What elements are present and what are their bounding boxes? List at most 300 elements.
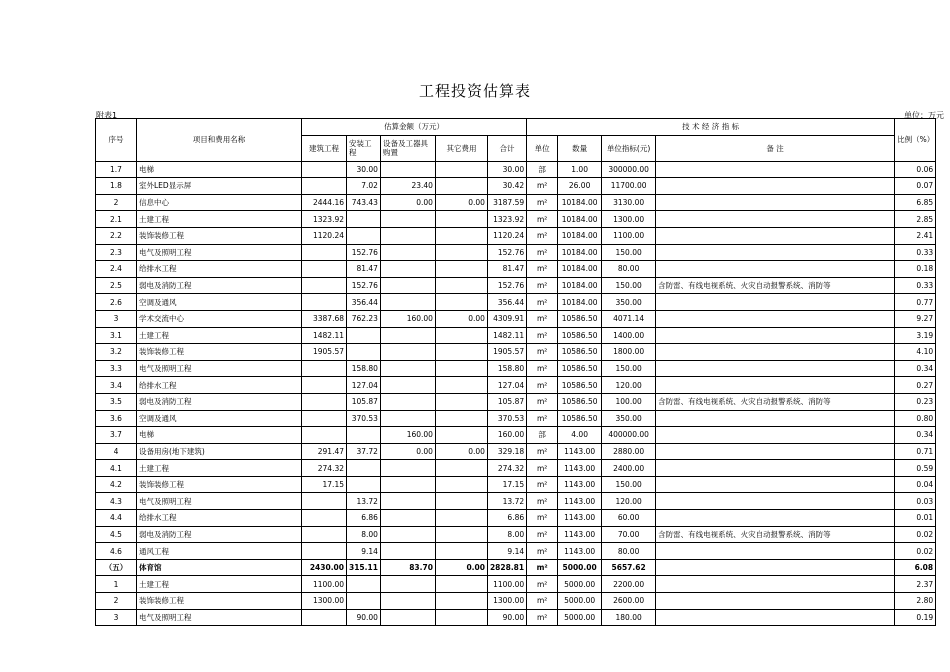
cell-name: 土建工程: [137, 576, 302, 593]
cell-install: 127.04: [347, 377, 381, 394]
cell-install: [347, 460, 381, 477]
cell-unit: m²: [527, 344, 558, 361]
cell-total: 8.00: [487, 526, 526, 543]
table-row: [96, 443, 936, 460]
cell-install: 13.72: [347, 493, 381, 510]
cell-build: [302, 161, 347, 178]
cell-other: [435, 460, 487, 477]
cell-name: 土建工程: [137, 460, 302, 477]
header-seq: 序号: [96, 119, 137, 162]
table-row: [96, 609, 936, 626]
cell-unit: m²: [527, 294, 558, 311]
cell-seq: 4.6: [96, 543, 137, 560]
cell-ratio: 0.18: [895, 261, 936, 278]
cell-install: [347, 227, 381, 244]
cell-install: 30.00: [347, 161, 381, 178]
cell-equip: [380, 593, 435, 610]
cell-seq: 1.8: [96, 178, 137, 195]
cell-seq: 3.3: [96, 360, 137, 377]
cell-name: 装饰装修工程: [137, 227, 302, 244]
cell-equip: [380, 327, 435, 344]
cell-build: 1905.57: [302, 344, 347, 361]
cell-other: [435, 427, 487, 444]
cell-unit: m²: [527, 493, 558, 510]
cell-name: 装饰装修工程: [137, 344, 302, 361]
cell-install: 370.53: [347, 410, 381, 427]
cell-total: 329.18: [487, 443, 526, 460]
table-row: [96, 559, 936, 576]
cell-build: [302, 294, 347, 311]
cell-qty: 10184.00: [558, 227, 602, 244]
cell-total: 2828.81: [487, 559, 526, 576]
cell-build: [302, 261, 347, 278]
cell-equip: [380, 493, 435, 510]
header-qty: 数量: [558, 135, 602, 161]
cell-unit: m²: [527, 360, 558, 377]
table-row: [96, 476, 936, 493]
cell-equip: [380, 526, 435, 543]
header-total: 合计: [487, 135, 526, 161]
cell-unit: m²: [527, 476, 558, 493]
cell-unit: m²: [527, 559, 558, 576]
cell-idx: 2400.00: [602, 460, 656, 477]
cell-idx: 400000.00: [602, 427, 656, 444]
cell-ratio: 0.23: [895, 393, 936, 410]
cell-total: 30.00: [487, 161, 526, 178]
cell-build: 274.32: [302, 460, 347, 477]
table-row: [96, 294, 936, 311]
cell-ratio: 0.80: [895, 410, 936, 427]
cell-ratio: 4.10: [895, 344, 936, 361]
cell-qty: 10184.00: [558, 244, 602, 261]
cell-ratio: 0.02: [895, 526, 936, 543]
cell-qty: 10184.00: [558, 194, 602, 211]
cell-unit: m²: [527, 227, 558, 244]
cell-idx: 120.00: [602, 377, 656, 394]
cell-ratio: 6.85: [895, 194, 936, 211]
cell-idx: 150.00: [602, 360, 656, 377]
cell-idx: 1100.00: [602, 227, 656, 244]
cell-qty: 10184.00: [558, 211, 602, 228]
cell-equip: [380, 377, 435, 394]
cell-ratio: 0.33: [895, 244, 936, 261]
cell-unit: m²: [527, 593, 558, 610]
cell-total: 1300.00: [487, 593, 526, 610]
cell-total: 1905.57: [487, 344, 526, 361]
cell-total: 3187.59: [487, 194, 526, 211]
cell-ratio: 0.01: [895, 510, 936, 527]
cell-equip: [380, 476, 435, 493]
cell-seq: 3.5: [96, 393, 137, 410]
cell-name: 电梯: [137, 427, 302, 444]
cell-build: 17.15: [302, 476, 347, 493]
cell-unit: m²: [527, 377, 558, 394]
cell-total: 1120.24: [487, 227, 526, 244]
cell-idx: 100.00: [602, 393, 656, 410]
cell-seq: 1: [96, 576, 137, 593]
cell-qty: 10184.00: [558, 294, 602, 311]
cell-unit: m²: [527, 526, 558, 543]
cell-unit: m²: [527, 211, 558, 228]
cell-qty: 1143.00: [558, 443, 602, 460]
cell-equip: [380, 543, 435, 560]
cell-remark: [656, 161, 895, 178]
cell-idx: 1400.00: [602, 327, 656, 344]
cell-ratio: 2.41: [895, 227, 936, 244]
cell-total: 17.15: [487, 476, 526, 493]
cell-ratio: 2.85: [895, 211, 936, 228]
cell-unit: m²: [527, 609, 558, 626]
cell-remark: [656, 211, 895, 228]
cell-total: 1323.92: [487, 211, 526, 228]
cell-seq: 4.5: [96, 526, 137, 543]
cell-idx: 350.00: [602, 294, 656, 311]
cell-total: 9.14: [487, 543, 526, 560]
cell-unit: m²: [527, 327, 558, 344]
cell-unit: m²: [527, 194, 558, 211]
unit-label: 单位：万元: [904, 111, 944, 120]
cell-other: [435, 178, 487, 195]
cell-qty: 10184.00: [558, 261, 602, 278]
cell-seq: 4.1: [96, 460, 137, 477]
cell-name: 给排水工程: [137, 510, 302, 527]
cell-install: 8.00: [347, 526, 381, 543]
header-unit: 单位: [527, 135, 558, 161]
cell-remark: [656, 244, 895, 261]
cell-unit: m²: [527, 543, 558, 560]
table-row: [96, 493, 936, 510]
cell-name: 给排水工程: [137, 261, 302, 278]
cell-seq: 2: [96, 194, 137, 211]
cell-equip: [380, 211, 435, 228]
cell-other: [435, 543, 487, 560]
table-row: [96, 178, 936, 195]
cell-other: [435, 593, 487, 610]
cell-seq: 3.2: [96, 344, 137, 361]
cell-name: 电梯: [137, 161, 302, 178]
cell-build: [302, 377, 347, 394]
table-row: [96, 593, 936, 610]
cell-other: 0.00: [435, 310, 487, 327]
cell-other: [435, 161, 487, 178]
cell-other: [435, 327, 487, 344]
cell-remark: [656, 427, 895, 444]
cell-other: 0.00: [435, 443, 487, 460]
cell-idx: 150.00: [602, 476, 656, 493]
table-row: [96, 393, 936, 410]
cell-total: 30.42: [487, 178, 526, 195]
header-name: 项目和费用名称: [137, 119, 302, 162]
cell-equip: [380, 161, 435, 178]
cell-build: [302, 360, 347, 377]
cell-remark: 含防雷、有线电视系统、火灾自动报警系统、消防等: [656, 526, 895, 543]
cell-idx: 11700.00: [602, 178, 656, 195]
cell-idx: 1300.00: [602, 211, 656, 228]
cell-remark: [656, 559, 895, 576]
cell-equip: [380, 277, 435, 294]
cell-build: 2430.00: [302, 559, 347, 576]
cell-unit: m²: [527, 178, 558, 195]
cell-total: 152.76: [487, 244, 526, 261]
cell-equip: [380, 360, 435, 377]
cell-other: [435, 344, 487, 361]
cell-qty: 5000.00: [558, 576, 602, 593]
cell-total: 13.72: [487, 493, 526, 510]
cell-equip: [380, 227, 435, 244]
cell-install: [347, 593, 381, 610]
cell-name: 装饰装修工程: [137, 593, 302, 610]
cell-name: 空调及通风: [137, 294, 302, 311]
cell-build: [302, 244, 347, 261]
cell-other: [435, 277, 487, 294]
cell-name: 给排水工程: [137, 377, 302, 394]
cell-equip: [380, 393, 435, 410]
cell-remark: [656, 294, 895, 311]
cell-name: 土建工程: [137, 327, 302, 344]
cell-ratio: 0.34: [895, 427, 936, 444]
cell-unit: 部: [527, 161, 558, 178]
cell-name: 学术交流中心: [137, 310, 302, 327]
header-tech-group: 技 术 经 济 指 标: [527, 119, 895, 136]
cell-total: 160.00: [487, 427, 526, 444]
table-row: [96, 194, 936, 211]
cell-qty: 10586.50: [558, 344, 602, 361]
cell-install: 9.14: [347, 543, 381, 560]
cell-remark: [656, 377, 895, 394]
table-row: [96, 227, 936, 244]
cell-remark: [656, 178, 895, 195]
cell-total: 6.86: [487, 510, 526, 527]
cell-unit: m²: [527, 277, 558, 294]
cell-build: [302, 493, 347, 510]
cell-qty: 10586.50: [558, 360, 602, 377]
cell-qty: 10586.50: [558, 410, 602, 427]
cell-install: 315.11: [347, 559, 381, 576]
cell-qty: 5000.00: [558, 559, 602, 576]
cell-build: [302, 526, 347, 543]
cell-equip: [380, 344, 435, 361]
cell-equip: 83.70: [380, 559, 435, 576]
cell-seq: （五）: [96, 559, 137, 576]
cell-name: 土建工程: [137, 211, 302, 228]
cell-equip: [380, 576, 435, 593]
cell-build: 1323.92: [302, 211, 347, 228]
cell-other: [435, 294, 487, 311]
cell-remark: [656, 360, 895, 377]
cell-equip: [380, 460, 435, 477]
cell-idx: 2600.00: [602, 593, 656, 610]
table-row: [96, 460, 936, 477]
cell-idx: 4071.14: [602, 310, 656, 327]
table-row: [96, 543, 936, 560]
cell-name: 体育馆: [137, 559, 302, 576]
cell-build: 291.47: [302, 443, 347, 460]
cell-qty: 10184.00: [558, 277, 602, 294]
cell-idx: 180.00: [602, 609, 656, 626]
cell-other: 0.00: [435, 559, 487, 576]
cell-seq: 4.4: [96, 510, 137, 527]
table-row: [96, 310, 936, 327]
cell-other: [435, 244, 487, 261]
cell-install: [347, 327, 381, 344]
cell-build: [302, 393, 347, 410]
header-remark: 备 注: [656, 135, 895, 161]
table-row: [96, 377, 936, 394]
cell-install: 6.86: [347, 510, 381, 527]
cell-remark: [656, 609, 895, 626]
cell-remark: [656, 576, 895, 593]
cell-equip: 23.40: [380, 178, 435, 195]
cell-ratio: 0.19: [895, 609, 936, 626]
table-row: [96, 410, 936, 427]
cell-qty: 1.00: [558, 161, 602, 178]
cell-idx: 150.00: [602, 244, 656, 261]
cell-install: [347, 211, 381, 228]
cell-name: 电气及照明工程: [137, 244, 302, 261]
cell-idx: 150.00: [602, 277, 656, 294]
table-row: [96, 211, 936, 228]
cell-ratio: 0.34: [895, 360, 936, 377]
cell-install: 7.02: [347, 178, 381, 195]
cell-qty: 5000.00: [558, 593, 602, 610]
cell-build: [302, 178, 347, 195]
cell-remark: [656, 593, 895, 610]
cell-remark: [656, 543, 895, 560]
header-equip: 设备及工器具购置: [380, 135, 435, 161]
header-build: 建筑工程: [302, 135, 347, 161]
cell-equip: [380, 410, 435, 427]
cell-other: [435, 393, 487, 410]
cell-install: 152.76: [347, 244, 381, 261]
table-row: [96, 261, 936, 278]
header-ratio: 比例（%）: [895, 119, 936, 162]
cell-ratio: 0.77: [895, 294, 936, 311]
cell-name: 弱电及消防工程: [137, 526, 302, 543]
cell-qty: 1143.00: [558, 476, 602, 493]
cell-ratio: 0.33: [895, 277, 936, 294]
cell-build: [302, 427, 347, 444]
cell-unit: m²: [527, 443, 558, 460]
cell-ratio: 9.27: [895, 310, 936, 327]
cell-seq: 3.6: [96, 410, 137, 427]
cell-total: 90.00: [487, 609, 526, 626]
header-install: 安装工程: [347, 135, 381, 161]
table-row: [96, 526, 936, 543]
cell-equip: 0.00: [380, 443, 435, 460]
cell-total: 127.04: [487, 377, 526, 394]
cell-remark: [656, 460, 895, 477]
cell-idx: 3130.00: [602, 194, 656, 211]
cell-qty: 4.00: [558, 427, 602, 444]
cell-ratio: 0.04: [895, 476, 936, 493]
cell-build: [302, 609, 347, 626]
cell-equip: 160.00: [380, 427, 435, 444]
cell-ratio: 3.19: [895, 327, 936, 344]
cell-build: 3387.68: [302, 310, 347, 327]
cell-seq: 2.3: [96, 244, 137, 261]
cell-total: 1100.00: [487, 576, 526, 593]
table-row: [96, 344, 936, 361]
cell-unit: m²: [527, 410, 558, 427]
cell-qty: 10586.50: [558, 310, 602, 327]
cell-other: [435, 261, 487, 278]
cell-qty: 10586.50: [558, 327, 602, 344]
cell-seq: 3.7: [96, 427, 137, 444]
cell-idx: 60.00: [602, 510, 656, 527]
cell-unit: m²: [527, 310, 558, 327]
cell-install: 158.80: [347, 360, 381, 377]
cell-equip: [380, 244, 435, 261]
cell-total: 81.47: [487, 261, 526, 278]
page-title: 工程投资估算表: [418, 82, 531, 100]
cell-unit: m²: [527, 244, 558, 261]
cell-seq: 3: [96, 609, 137, 626]
table-row: [96, 360, 936, 377]
cell-name: 装饰装修工程: [137, 476, 302, 493]
cell-seq: 3.4: [96, 377, 137, 394]
cell-seq: 3.1: [96, 327, 137, 344]
cell-install: [347, 427, 381, 444]
cell-qty: 26.00: [558, 178, 602, 195]
cell-ratio: 0.71: [895, 443, 936, 460]
cell-unit: m²: [527, 393, 558, 410]
cell-remark: [656, 510, 895, 527]
cell-total: 158.80: [487, 360, 526, 377]
cell-install: 743.43: [347, 194, 381, 211]
cell-idx: 1800.00: [602, 344, 656, 361]
cell-qty: 10586.50: [558, 377, 602, 394]
cell-name: 弱电及消防工程: [137, 393, 302, 410]
table-row: [96, 327, 936, 344]
cell-name: 电气及照明工程: [137, 493, 302, 510]
cell-ratio: 0.27: [895, 377, 936, 394]
cell-idx: 300000.00: [602, 161, 656, 178]
cell-remark: [656, 327, 895, 344]
cell-unit: m²: [527, 460, 558, 477]
cell-other: [435, 510, 487, 527]
table-row: [96, 427, 936, 444]
cell-build: 1482.11: [302, 327, 347, 344]
cell-build: 1300.00: [302, 593, 347, 610]
cell-install: 356.44: [347, 294, 381, 311]
cell-remark: [656, 493, 895, 510]
cell-build: [302, 510, 347, 527]
cell-qty: 1143.00: [558, 460, 602, 477]
cell-idx: 70.00: [602, 526, 656, 543]
cell-unit: 部: [527, 427, 558, 444]
cell-total: 370.53: [487, 410, 526, 427]
cell-other: [435, 476, 487, 493]
header-estimate-group: 估算金额（万元）: [302, 119, 527, 136]
cell-seq: 4.2: [96, 476, 137, 493]
cell-install: 81.47: [347, 261, 381, 278]
cell-ratio: 6.08: [895, 559, 936, 576]
cell-ratio: 2.80: [895, 593, 936, 610]
table-row: [96, 161, 936, 178]
cell-idx: 2880.00: [602, 443, 656, 460]
cell-qty: 10586.50: [558, 393, 602, 410]
cell-unit: m²: [527, 510, 558, 527]
cell-other: [435, 211, 487, 228]
cell-remark: [656, 443, 895, 460]
cell-total: 1482.11: [487, 327, 526, 344]
cell-equip: [380, 609, 435, 626]
cell-install: [347, 576, 381, 593]
cell-ratio: 2.37: [895, 576, 936, 593]
cell-seq: 2.6: [96, 294, 137, 311]
cell-install: 152.76: [347, 277, 381, 294]
cell-other: [435, 410, 487, 427]
